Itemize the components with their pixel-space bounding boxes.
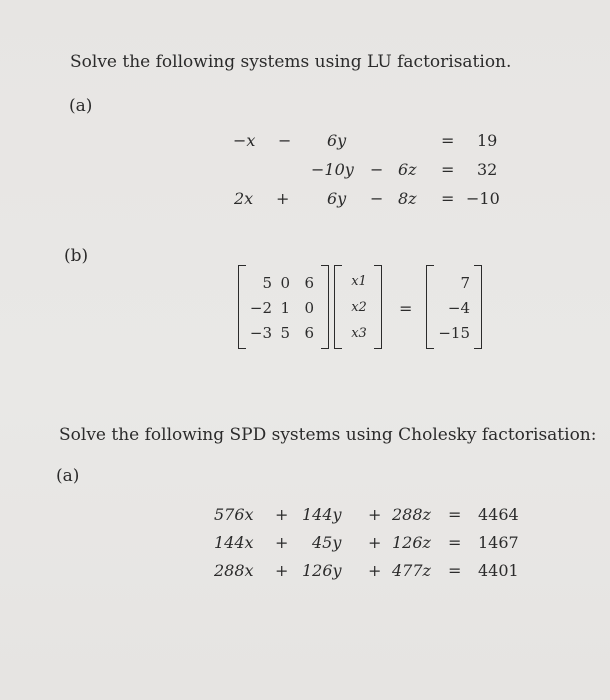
term: 126y: [302, 561, 342, 580]
vector-cell: x1: [351, 274, 367, 289]
equals: =: [448, 505, 462, 524]
matrix-cell: −3: [249, 324, 272, 342]
bracket-right: [474, 265, 482, 349]
bracket-left: [238, 265, 246, 349]
label-part-b: (b): [64, 246, 89, 266]
bracket-right: [374, 265, 382, 349]
operator: +: [275, 505, 289, 524]
matrix-cell: −2: [249, 299, 272, 317]
operator: +: [275, 561, 289, 580]
bracket-right: [321, 265, 329, 349]
bracket-left: [426, 265, 434, 349]
rhs: 4464: [478, 505, 519, 524]
matrix-cell: 5: [280, 324, 290, 342]
term: 2x: [234, 189, 254, 208]
vector-cell: −4: [447, 299, 470, 317]
operator: −: [370, 160, 384, 179]
heading-cholesky: Solve the following SPD systems using Cholesky factorisation:: [59, 425, 597, 445]
equals: =: [441, 160, 455, 179]
rhs: 1467: [478, 533, 519, 552]
operator: +: [368, 533, 382, 552]
operator: +: [275, 533, 289, 552]
equals: =: [448, 533, 462, 552]
matrix-cell: 6: [304, 274, 314, 292]
matrix-cell: 0: [304, 299, 314, 317]
term: 144y: [302, 505, 342, 524]
vector-cell: x2: [351, 300, 367, 315]
label-part-a: (a): [56, 466, 80, 486]
vector-cell: −15: [438, 324, 470, 342]
term: 6y: [327, 131, 347, 150]
equals: =: [399, 299, 413, 318]
operator: +: [368, 505, 382, 524]
rhs: 19: [477, 131, 498, 150]
term: 576x: [214, 505, 254, 524]
heading-lu: Solve the following systems using LU factorisation.: [70, 52, 512, 72]
bracket-left: [334, 265, 342, 349]
term: 288x: [214, 561, 254, 580]
term: 6z: [398, 160, 417, 179]
term: −x: [233, 131, 256, 150]
operator: −: [278, 131, 292, 150]
term: 6y: [327, 189, 347, 208]
term: −10y: [311, 160, 354, 179]
matrix-cell: 1: [280, 299, 290, 317]
vector-cell: 7: [460, 274, 470, 292]
rhs: −10: [466, 189, 500, 208]
rhs: 32: [477, 160, 498, 179]
matrix-cell: 6: [304, 324, 314, 342]
rhs: 4401: [478, 561, 519, 580]
equals: =: [448, 561, 462, 580]
term: 126z: [392, 533, 431, 552]
term: 288z: [392, 505, 431, 524]
label-part-a: (a): [69, 96, 93, 116]
matrix-cell: 5: [262, 274, 272, 292]
vector-cell: x3: [351, 326, 367, 341]
term: 45y: [312, 533, 342, 552]
term: 8z: [398, 189, 417, 208]
equals: =: [441, 189, 455, 208]
matrix-cell: 0: [280, 274, 290, 292]
operator: −: [370, 189, 384, 208]
operator: +: [276, 189, 290, 208]
term: 477z: [392, 561, 431, 580]
equals: =: [441, 131, 455, 150]
operator: +: [368, 561, 382, 580]
term: 144x: [214, 533, 254, 552]
